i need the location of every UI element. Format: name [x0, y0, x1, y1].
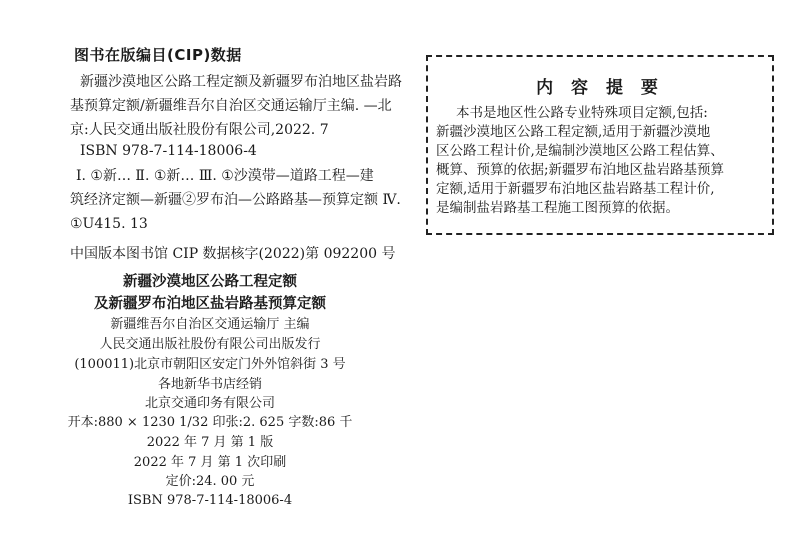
- cip-class-line: Ⅰ. ①新… Ⅱ. ①新… Ⅲ. ①沙漠带—道路工程—建: [76, 168, 374, 184]
- cip-title-entry: [70, 70, 410, 142]
- cip-data-block: [0, 0, 420, 270]
- summary-line: 概算、预算的依据;新疆罗布泊地区盐岩路基预算: [436, 162, 725, 178]
- cip-heading: 图书在版编目(CIP)数据: [74, 46, 242, 64]
- price-line: 定价:24. 00 元: [165, 474, 255, 489]
- editor-line: 新疆维吾尔自治区交通运输厅 主编: [110, 317, 310, 332]
- book-title-line-2: 及新疆罗布泊地区盐岩路基预算定额: [94, 296, 326, 312]
- content-summary-box: [426, 55, 774, 235]
- summary-line: 新疆沙漠地区公路工程定额,适用于新疆沙漠地: [436, 124, 711, 140]
- specs-line: 开本:880 × 1230 1/32 印张:2. 625 字数:86 千: [67, 415, 353, 430]
- imprint-isbn-line: ISBN 978-7-114-18006-4: [127, 493, 293, 508]
- summary-line: 是编制盐岩路基工程施工图预算的依据。: [436, 200, 679, 216]
- cip-isbn-entry: [70, 139, 410, 163]
- address-line: (100011)北京市朝阳区安定门外外馆斜街 3 号: [74, 357, 346, 372]
- cip-class-line: 筑经济定额—新疆②罗布泊—公路路基—预算定额 Ⅳ.: [70, 192, 401, 208]
- summary-line: 定额,适用于新疆罗布泊地区盐岩路基工程计价,: [436, 181, 715, 197]
- cip-classification-entry: [70, 164, 410, 236]
- cip-number: 中国版本图书馆 CIP 数据核字(2022)第 092200 号: [70, 246, 396, 262]
- summary-body: [436, 104, 770, 218]
- imprint-block: [0, 268, 420, 558]
- cip-title-line: 新疆沙漠地区公路工程定额及新疆罗布泊地区盐岩路: [80, 74, 402, 90]
- edition-line: 2022 年 7 月 第 1 版: [146, 435, 274, 450]
- cip-title-line: 基预算定额/新疆维吾尔自治区交通运输厅主编. —北: [70, 98, 392, 114]
- cip-class-line: ①U415. 13: [70, 216, 148, 232]
- cip-isbn: ISBN 978-7-114-18006-4: [80, 143, 257, 159]
- printing-line: 2022 年 7 月 第 1 次印刷: [133, 455, 287, 470]
- distributor-line: 各地新华书店经销: [157, 377, 262, 392]
- cip-title-line: 京:人民交通出版社股份有限公司,2022. 7: [70, 122, 329, 138]
- summary-line: 本书是地区性公路专业特殊项目定额,包括:: [456, 105, 708, 121]
- printer-line: 北京交通印务有限公司: [144, 396, 275, 411]
- cip-number-entry: [70, 242, 410, 266]
- book-title-line-1: 新疆沙漠地区公路工程定额: [123, 274, 297, 290]
- summary-line: 区公路工程计价,是编制沙漠地区公路工程估算、: [436, 143, 724, 159]
- publisher-line: 人民交通出版社股份有限公司出版发行: [99, 337, 321, 352]
- summary-title: 内 容 提 要: [536, 78, 664, 98]
